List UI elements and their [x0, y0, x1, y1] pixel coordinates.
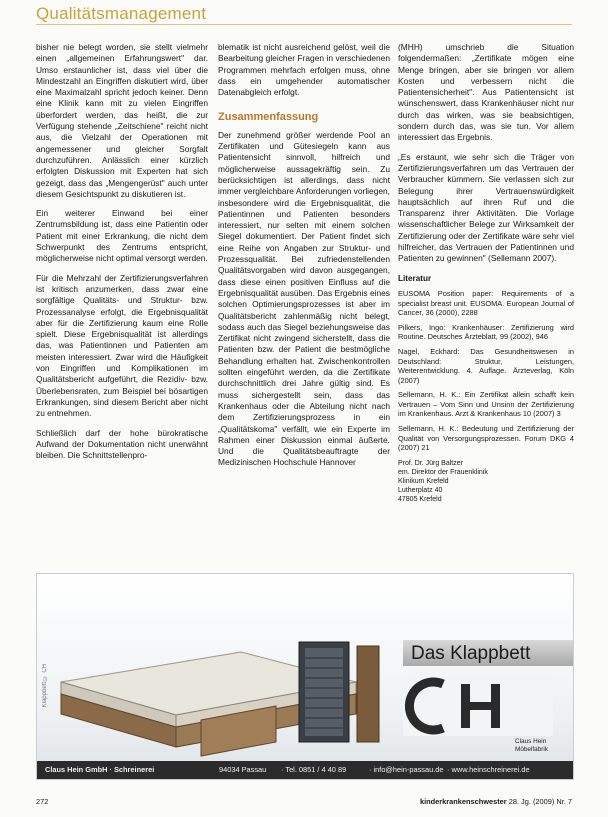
ad-footer-bar [37, 761, 573, 779]
ad-email: · info@hein-passau.de [369, 765, 444, 774]
paragraph: Ein weiterer Einwand bei einer Zentrumsbildung ist, dass eine Patientin oder Patient mit einer Erkrankung, die nicht dem Schwerpunkt des Zentrums entspricht, möglicherweise nicht optimal versorgt werden. [36, 208, 208, 264]
section-heading-summary: Zusammenfassung [218, 111, 319, 124]
address-line: em. Direktor der Frauenklinik [398, 468, 488, 476]
literature-item: Sellemann, H. K.: Ein Zertifikat allein schafft kein Vertrauen – Vom Sinn und Unsinn der Zertifizierung im Krankenhaus. Arzt & Krankenhaus 10 (2007) 3 [398, 390, 574, 419]
paragraph: (MHH) umschrieb die Situation folgendermaßen: „Zertifikate mögen eine Menge bringen, aber sie bringen vor allem Kosten und verbessern nicht die Patientensicherheit". Aus Patientensicht ist wünschenswert, dass Krankenhäuser nicht nur durch das wirken, was sie beabsichtigen, sondern durch das, was sie tun. Vor allem interessiert das Ergebnis. [398, 42, 574, 143]
ad-phone: · Tel. 0851 / 4 40 89 [281, 765, 347, 774]
logo-caption [515, 738, 548, 754]
ad-city: 94034 Passau [219, 765, 267, 774]
literature-item: Pilkers, Ingo: Krankenhäuser: Zertifizierung wird Routine. Deutsches Ärzteblatt, 99 (2002), 946 [398, 322, 574, 342]
text-column-1 [36, 42, 208, 469]
paragraph: blematik ist nicht ausreichend gelöst, weil die Bearbeitung gleicher Fragen in verschiedenen Programmen mehrfach erfolgen muss, ohne dass ein umgehender automatischer Datenabgleich erfolgt. [218, 42, 390, 98]
literature-item: EUSOMA Position paper: Requirements of a specialist breast unit. EUSOMA. European Journal of Cancer, 36 (2000), 2288 [398, 288, 574, 318]
paragraph: „Es erstaunt, wie sehr sich die Träger von Zertifizierungsverfahren um das Vertrauen der Verbraucher kümmern. Sie verlassen sich zur Belegung ihrer Vertrauenswürdigkeit hauptsächlich auf ihren Ruf und die Transparenz ihrer Aktivitäten. Die Vorlage wissenschaftlicher Belege zur Wirksamkeit der Zertifizierung oder der Zertifikate wäre sehr viel hilfreicher, das Vertrauen der Patientinnen und Patienten zu gewinnen" (Sellemann 2007). [398, 151, 574, 264]
ad-headline: Das Klappbett [411, 643, 531, 664]
paragraph: Für die Mehrzahl der Zertifizierungsverfahren ist kritisch anzumerken, dass zwar eine sorgfältige Qualitäts- und Struktur- bzw. Prozessanalyse erfolgt, die Ergebnisqualität aber für die Zertifizierung kaum eine Rolle spielt. Diese Ergebnisqualität ist allerdings das, was Patientinnen und Patienten am meisten interessiert. Zwar wird die Häufigkeit von Eingriffen und Komplikationen im Qualitätsbericht aufgeführt, die Rezidiv- bzw. Überlebensraten, zum Beispiel bei bösartigen Erkrankungen, sind diesem Bericht aber nicht zu entnehmen. [36, 272, 208, 419]
journal-name: kinderkrankenschwester [419, 797, 507, 806]
address-line: Prof. Dr. Jürg Baltzer [398, 459, 463, 467]
literature-item: Sellemann, H. K.: Bedeutung und Zertifizierung der Qualität von Versorgungsprozessen. Forum DKG 4 (2007) 21 [398, 424, 574, 453]
page-number: 272 [36, 797, 49, 806]
address-line: Lutherplatz 40 [398, 486, 443, 494]
page-header [0, 0, 608, 26]
address-line: Klinikum Krefeld [398, 477, 449, 485]
folding-bed-illustration [51, 612, 391, 757]
logo-caption-line: Möbelfabrik [515, 746, 549, 753]
paragraph: Schließlich darf der hohe bürokratische Aufwand der Dokumentation nicht unerwähnt bleiben. Die Schnittstellenpro- [36, 427, 208, 461]
journal-issue: 28. Jg. (2009) Nr. 7 [508, 797, 572, 806]
text-column-3 [398, 42, 574, 504]
paragraph: Der zunehmend größer werdende Pool an Zertifikaten und Gütesiegeln kann aus Patientensicht sinnvoll, hilfreich und möglicherweise aussagekräftig sein. Zu berücksichtigen ist allerdings, dass nicht immer vergleichbare Anforderungen vorliegen, insbesondere wird die Ergebnisqualität, die Patientinnen und Patienten besonders interessiert, nur selten mit einem solchen Siegel dokumentiert. Der Patient findet sich eine Reihe von Angaben zur Struktur- und Prozessqualität. Bei zufriedenstellenden Qualitätsvorgaben wird davon ausgegangen, dass diese einen positiven Einfluss auf die Ergebnisqualität ausüben. Das Ergebnis eines solchen Optimierungsprozesses ist aber im Qualitätsbericht zahlenmäßig nicht belegt, sodass auch das Siegel beziehungsweise das Zertifikat nicht zwingend sicherstellt, dass die Patienten bzw. der Patient die bestmögliche Behandlung erhalten hat. Zwischenkontrollen sollten eingeführt werden, da die Zertifikate durchschnittlich drei Jahre gültig sind. Es muss sichergestellt sein, dass das Krankenhaus oder die Abteilung nicht nach dem Zertifizierungsprozess in ein „Qualitätskoma" verfällt, wie ein Experte im Rahmen einer Diskussion einmal äußerte. Und die Qualitätsbeauftragte der Medizinischen Hochschule Hannover [218, 129, 390, 468]
header-divider [36, 24, 572, 25]
section-title: Qualitätsmanagement [36, 4, 207, 23]
ad-company-name: Claus Hein GmbH · Schreinerei [45, 765, 155, 774]
literature-item: Nagel, Eckhard: Das Gesundheitswesen in Deutschland: Struktur, Leistungen, Weiterentwicklung. 4. Auflage. Ärzteverlag, Köln (2007) [398, 346, 574, 385]
photo-credit: Klappbett © CH [42, 664, 48, 708]
paragraph: bisher nie belegt worden, sie stellt vielmehr einen „allgemeinen Erfahrungswert" dar. Umso erstaunlicher ist, dass viel über die Mindestzahl an Eingriffen diskutiert wird, über eine Maximalzahl spricht jedoch keiner. Denn eine Klinik kann mit zu vielen Eingriffen überfordert werden, das heißt, die zur Verfügung stehende „Zeitschiene" reicht nicht aus, die Vielzahl der Operationen mit angemessener und gleicher Sorgfalt durchzuführen. Anlässlich einer kürzlich erfolgten Diskussion mit Experten hat sich gezeigt, dass das „Mengengerüst" auch unter diesem Gesichtspunkt zu diskutieren ist. [36, 42, 208, 199]
logo-caption-line: Claus Hein [515, 738, 547, 745]
company-logo [403, 676, 553, 736]
text-column-2 [218, 42, 390, 477]
advertisement [36, 573, 574, 780]
literature-heading: Literatur [398, 273, 432, 283]
journal-reference [420, 797, 572, 806]
address-line: 47805 Krefeld [398, 495, 442, 503]
author-address [398, 459, 574, 504]
ad-website: · www.heinschreinerei.de [447, 765, 530, 774]
